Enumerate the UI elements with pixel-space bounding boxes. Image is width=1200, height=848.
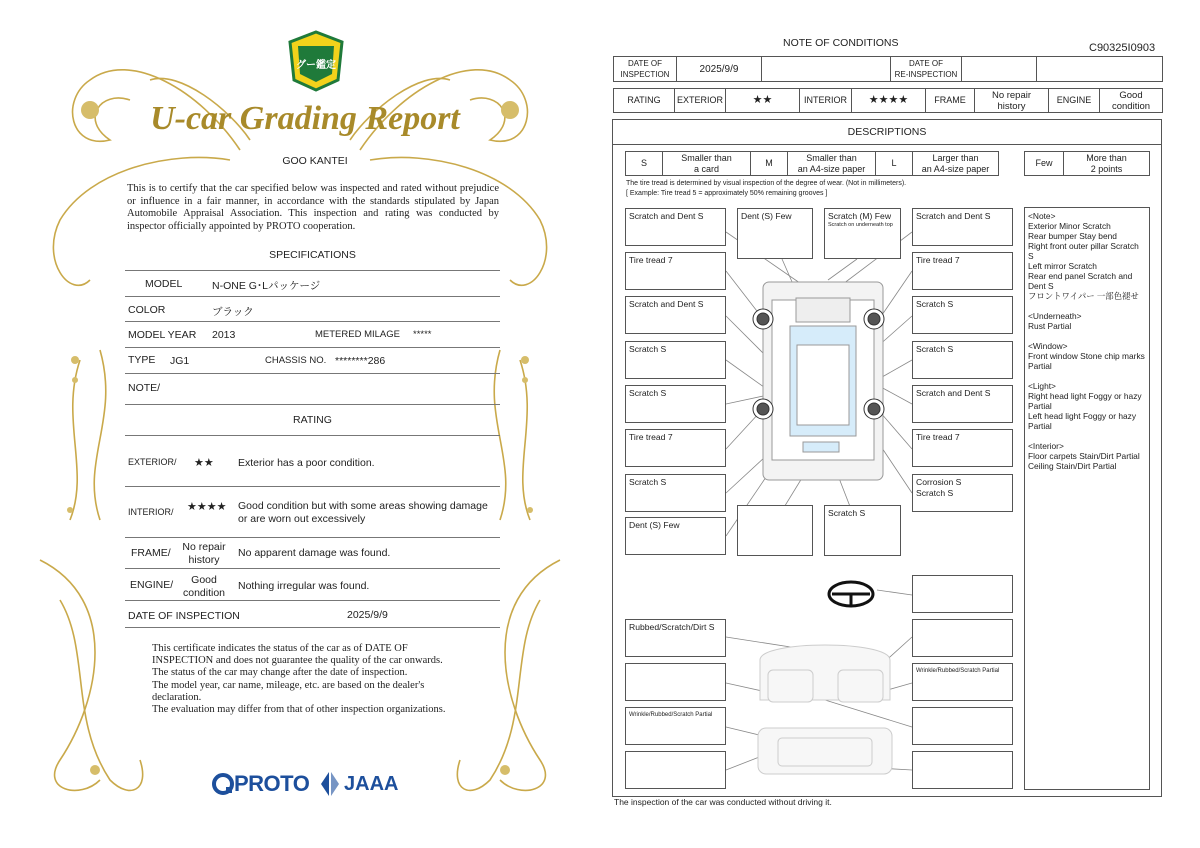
interior-desc: Good condition but with some areas showing damage or are worn out excessively: [238, 500, 488, 525]
proto-logo-icon: [212, 773, 234, 795]
type-value: JG1: [170, 355, 190, 367]
engine-label-text: ENGINE: [1056, 95, 1092, 105]
specifications-heading: SPECIFICATIONS: [269, 249, 356, 261]
footer-line: The evaluation may differ from that of other inspection organizations.: [152, 704, 446, 716]
descriptions-heading: DESCRIPTIONS: [847, 125, 927, 138]
damage-box-bottom-2: [824, 505, 901, 556]
exterior-desc: Exterior has a poor condition.: [238, 457, 375, 469]
interior-box-left-4: [625, 751, 726, 789]
damage-box-left-5: [625, 385, 726, 423]
damage-box-text: Rubbed/Scratch/Dirt S: [629, 622, 715, 632]
damage-box-text: Scratch and Dent S: [916, 388, 991, 398]
damage-box-text: Scratch and Dent S: [629, 299, 704, 309]
damage-box-text: Scratch and Dent S: [916, 211, 991, 221]
badge-text: グー鑑定: [296, 60, 336, 71]
interior-box-left-1: [625, 619, 726, 657]
color-label: COLOR: [128, 304, 166, 316]
damage-box-right-4: [912, 341, 1013, 379]
damage-box-right-3: [912, 296, 1013, 334]
exterior-label: EXTERIOR/: [128, 457, 177, 467]
exterior-label-text: EXTERIOR: [676, 95, 723, 105]
damage-box-right-5: [912, 385, 1013, 423]
damage-box-text: Wrinkle/Rubbed/Scratch Partial: [916, 668, 1000, 674]
footer-line: The status of the car may change after the date of inspection.: [152, 667, 408, 679]
notes-text: <Note> Exterior Minor Scratch Rear bumper Stay bend Right front outer pillar Scratch S Left mirror Scratch Rear end panel Scratch and Dent S フロントワイパー 一部色褪せ <Underneath> Rust Partial <Window> Front window Stone chip marks Partial <Light> Right head light Foggy or hazy Partial Left head light Foggy or hazy Partial <Interior> Floor carpets Stain/Dirt Partial Ceiling Stain/Dirt Partial: [1028, 211, 1145, 471]
legend-s-text: S: [640, 158, 647, 168]
date-inspection-label-text: DATE OF INSPECTION: [620, 59, 670, 79]
damage-box-text: Dent (S) Few: [741, 211, 792, 221]
damage-box-text: Tire tread 7: [916, 255, 960, 265]
type-label: TYPE: [128, 354, 156, 366]
frame-value-text: No repair history: [991, 89, 1032, 112]
report-subtitle: GOO KANTEI: [282, 155, 348, 167]
frame-value: No repair history: [182, 541, 226, 566]
interior-box-right-4: [912, 707, 1013, 745]
damage-box-text: Scratch S: [916, 299, 954, 309]
damage-box-left-4: [625, 341, 726, 379]
notes-panel: [1024, 207, 1150, 790]
legend-l-desc-text: Larger than an A4-size paper: [921, 152, 990, 174]
date-value: 2025/9/9: [347, 609, 388, 621]
chassis-value: ********286: [335, 355, 386, 367]
legend-s-desc-text: Smaller than a card: [681, 152, 732, 174]
frame-label-text: FRAME: [934, 95, 966, 105]
frame-desc: No apparent damage was found.: [238, 547, 391, 559]
damage-box-text: Wrinkle/Rubbed/Scratch Partial: [629, 712, 713, 718]
interior-box-right-3: [912, 663, 1013, 701]
damage-box-left-1: [625, 208, 726, 246]
damage-box-text: Scratch and Dent S: [629, 211, 704, 221]
conditions-title: NOTE OF CONDITIONS: [783, 37, 899, 49]
note-of-conditions: [600, 0, 1200, 848]
date-label: DATE OF INSPECTION: [128, 610, 240, 622]
model-label: MODEL: [145, 278, 183, 290]
model-value: N-ONE G･Lパッケージ: [212, 280, 321, 292]
legend-l-text: L: [891, 158, 897, 168]
chassis-label: CHASSIS NO.: [265, 355, 327, 366]
interior-label-text: INTERIOR: [803, 95, 847, 105]
interior-stars: ★★★★: [187, 501, 227, 513]
engine-label: ENGINE/: [130, 579, 174, 591]
color-value: ブラック: [212, 306, 254, 318]
certificate-intro: This is to certify that the car specified below was inspected and rated without prejudice or influence in a fair manner, in accordance with the standards stipulated by Japan Automobile Appraisal Association. This inspection and rating was conducted by inspector officially appointed by PROTO cooperation.: [127, 183, 499, 232]
damage-box-text: Scratch S: [828, 508, 866, 518]
interior-stars-text: ★★★★: [868, 94, 909, 106]
steering-wheel-icon: [829, 582, 873, 606]
damage-box-left-6: [625, 429, 726, 467]
metered-milage-value: *****: [413, 329, 432, 340]
interior-label: INTERIOR/: [128, 507, 174, 517]
damage-box-right-2: [912, 252, 1013, 290]
legend-few-desc-text: More than 2 points: [1086, 152, 1127, 174]
damage-box-text: Tire tread 7: [629, 255, 673, 265]
legend-m-desc-text: Smaller than an A4-size paper: [797, 152, 866, 174]
engine-desc: Nothing irregular was found.: [238, 580, 370, 592]
document-id: C90325I0903: [1089, 42, 1156, 54]
footer-line: INSPECTION and does not guarantee the quality of the car onwards.: [152, 655, 443, 667]
damage-box-right-7: [912, 474, 1013, 512]
exterior-stars-text: ★★: [752, 94, 773, 106]
jaaa-logo-text: JAAA: [344, 772, 399, 795]
goo-kantei-badge: [288, 30, 344, 92]
tire-note-1: The tire tread is determined by visual inspection of the degree of wear. (Not in millimeters).: [626, 180, 907, 187]
damage-box-left-3: [625, 296, 726, 334]
footer-line: declaration.: [152, 691, 202, 703]
note-label: NOTE/: [128, 382, 161, 394]
proto-logo-text: PROTO: [234, 771, 310, 796]
interior-box-left-3: [625, 707, 726, 745]
rating-heading: RATING: [293, 414, 332, 426]
report-title: U-car Grading Report: [150, 100, 460, 137]
interior-box-right-5: [912, 751, 1013, 789]
interior-box-right-2: [912, 619, 1013, 657]
rating-label-text: RATING: [627, 95, 661, 105]
damage-box-subtext: Scratch on underneath top: [828, 222, 893, 228]
damage-box-right-1: [912, 208, 1013, 246]
damage-box-text: Tire tread 7: [629, 432, 673, 442]
interior-box-right-1: [912, 575, 1013, 613]
damage-box-top-1: [737, 208, 813, 259]
damage-box-top-2: [824, 208, 901, 259]
damage-box-left-2: [625, 252, 726, 290]
certificate-footer: [152, 643, 492, 716]
damage-box-text: Scratch S: [629, 477, 667, 487]
conditions-footer: The inspection of the car was conducted without driving it.: [614, 797, 832, 807]
proto-logo: [212, 770, 309, 798]
engine-value-text: Good condition: [1111, 89, 1151, 112]
damage-box-text: Tire tread 7: [916, 432, 960, 442]
damage-box-left-7: [625, 474, 726, 512]
jaaa-logo: [318, 770, 398, 798]
damage-box-text: Dent (S) Few: [629, 520, 680, 530]
legend-few-text: Few: [1035, 158, 1053, 168]
footer-line: This certificate indicates the status of the car as of DATE OF: [152, 643, 408, 654]
tire-note-2: [ Example: Tire tread 5 = approximately 50% remaining grooves ]: [626, 190, 828, 197]
date-reinspection-label-text: DATE OF RE-INSPECTION: [894, 59, 958, 79]
model-year-value: 2013: [212, 329, 236, 341]
jaaa-logo-icon: [318, 771, 340, 797]
metered-milage-label: METERED MILAGE: [315, 329, 400, 340]
footer-line: The model year, car name, mileage, etc. are based on the dealer's: [152, 679, 425, 691]
damage-box-left-8: [625, 517, 726, 555]
damage-box-text: Scratch (M) Few: [828, 211, 892, 221]
frame-label: FRAME/: [131, 547, 171, 559]
damage-box-text: Corrosion S Scratch S: [916, 477, 962, 498]
engine-value: Good condition: [182, 574, 226, 599]
damage-box-right-6: [912, 429, 1013, 467]
damage-box-bottom-1: [737, 505, 813, 556]
damage-box-text: Scratch S: [629, 388, 667, 398]
legend-m-text: M: [765, 158, 773, 168]
date-inspection-value-text: 2025/9/9: [699, 63, 739, 75]
interior-box-left-2: [625, 663, 726, 701]
damage-box-text: Scratch S: [916, 344, 954, 354]
exterior-stars: ★★: [194, 457, 214, 469]
damage-box-text: Scratch S: [629, 344, 667, 354]
model-year-label: MODEL YEAR: [128, 329, 197, 341]
